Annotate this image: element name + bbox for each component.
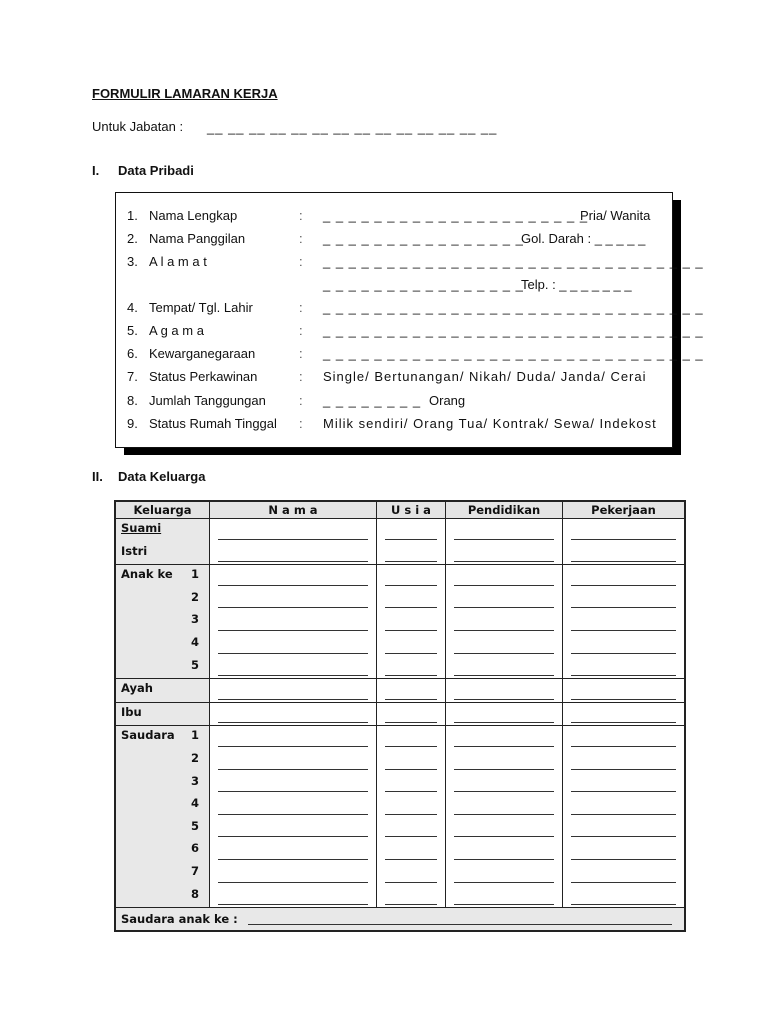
field-label: A g a m a	[149, 323, 204, 338]
field-options: Milik sendiri/ Orang Tua/ Kontrak/ Sewa/ Indekost	[323, 416, 657, 431]
colon: :	[299, 254, 303, 269]
blank-line-input[interactable]	[563, 588, 684, 611]
blank-line-input[interactable]	[377, 817, 445, 840]
blank-line-input[interactable]	[210, 703, 376, 726]
row-number: 9.	[127, 416, 138, 431]
field-input[interactable]: _ _ _ _ _ _ _ _ _ _ _ _ _ _ _ _	[323, 231, 524, 246]
blank-line-input[interactable]	[563, 749, 684, 772]
usia-cell	[377, 519, 446, 565]
keluarga-number: 5	[190, 657, 199, 672]
pendidikan-cell	[446, 726, 563, 908]
field-label: Status Perkawinan	[149, 369, 258, 384]
field-label: Nama Panggilan	[149, 231, 246, 246]
blank-line-input[interactable]	[377, 679, 445, 702]
blank-line-input[interactable]	[210, 519, 376, 542]
blank-line-input[interactable]	[377, 726, 445, 749]
blank-line-input[interactable]	[563, 817, 684, 840]
keluarga-number: 7	[190, 863, 199, 878]
jabatan-label: Untuk Jabatan :	[92, 119, 184, 134]
blank-line-input[interactable]	[446, 726, 562, 749]
keluarga-label: Ibu	[121, 704, 142, 719]
field-input[interactable]: _ _ _ _ _ _ _ _ _ _ _ _ _ _ _ _ _ _ _ _ _ .	[323, 208, 598, 223]
blank-line-input[interactable]	[446, 703, 562, 726]
usia-cell	[377, 726, 446, 908]
blank-line-input[interactable]	[210, 588, 376, 611]
blank-line-input[interactable]	[377, 565, 445, 588]
header-usia: U s i a	[377, 501, 446, 519]
data-pribadi-row	[127, 322, 704, 340]
colon: :	[299, 300, 303, 315]
blank-line-input[interactable]	[563, 542, 684, 565]
keluarga-number: 1	[190, 567, 199, 582]
data-pribadi-row	[127, 368, 647, 386]
keluarga-label: Ayah	[121, 681, 153, 696]
blank-line-input[interactable]	[377, 885, 445, 908]
blank-line-input[interactable]	[563, 633, 684, 656]
blank-line-input[interactable]	[377, 772, 445, 795]
row-number: 5.	[127, 323, 138, 338]
blank-line-input[interactable]	[563, 862, 684, 885]
colon: :	[299, 323, 303, 338]
row-number: 8.	[127, 393, 138, 408]
row-number: 1.	[127, 208, 138, 223]
table-row	[115, 726, 685, 908]
blank-line-input[interactable]	[210, 565, 376, 588]
blank-line-input[interactable]	[210, 679, 376, 702]
data-pribadi-row	[127, 207, 651, 225]
blank-line-input[interactable]	[210, 885, 376, 908]
blank-line-input[interactable]	[563, 565, 684, 588]
data-pribadi-row	[127, 299, 704, 317]
colon: :	[299, 393, 303, 408]
blank-line-input[interactable]	[210, 817, 376, 840]
blank-line-input[interactable]	[210, 726, 376, 749]
field-suffix: Orang	[429, 393, 466, 408]
colon: :	[299, 369, 303, 384]
usia-cell	[377, 702, 446, 726]
pekerjaan-cell	[563, 679, 686, 703]
blank-line-input[interactable]	[377, 839, 445, 862]
blank-line-input[interactable]	[446, 772, 562, 795]
blank-line-input[interactable]	[446, 817, 562, 840]
family-table	[114, 500, 686, 932]
keluarga-label: Anak ke	[121, 567, 173, 582]
blank-line-input[interactable]	[563, 703, 684, 726]
field-input[interactable]: _ _ _ _ _ _ _ _ _ _ _ _ _ _ _ _	[323, 277, 524, 292]
blank-line-input[interactable]	[377, 519, 445, 542]
field-label: Tempat/ Tgl. Lahir	[149, 300, 253, 315]
blank-line-input[interactable]	[377, 542, 445, 565]
blank-line-input[interactable]	[446, 794, 562, 817]
row-number: 7.	[127, 369, 138, 384]
blank-line-input[interactable]	[377, 656, 445, 679]
pendidikan-cell	[446, 679, 563, 703]
table-header-row	[115, 501, 685, 519]
blank-line-input[interactable]	[563, 656, 684, 679]
blank-line-input[interactable]	[446, 839, 562, 862]
section-number: I.	[92, 163, 100, 178]
form-title: FORMULIR LAMARAN KERJA	[92, 86, 278, 101]
saudara-anak-ke-label: Saudara anak ke :	[121, 912, 238, 927]
pekerjaan-cell	[563, 519, 686, 565]
data-pribadi-row	[127, 392, 466, 410]
section-title: Data Pribadi	[118, 163, 194, 178]
keluarga-number: 5	[190, 818, 199, 833]
blank-line-input[interactable]	[446, 565, 562, 588]
keluarga-label: Istri	[121, 543, 148, 558]
pendidikan-cell	[446, 565, 563, 679]
blank-line-input[interactable]	[446, 862, 562, 885]
colon: :	[299, 346, 303, 361]
section-title: Data Keluarga	[118, 469, 206, 484]
keluarga-cell	[115, 726, 210, 908]
blank-line-input[interactable]	[210, 749, 376, 772]
header-pekerjaan: Pekerjaan	[563, 501, 686, 519]
field-input[interactable]: _ _ _ _ _ _ _ _	[323, 393, 422, 408]
blank-line-input[interactable]	[563, 519, 684, 542]
field-input[interactable]: _ _ _ _ _ _ _ _ _ _ _ _ _ _ _ _ _ _ _ _ _ _ _ _ _ _ _ _ _ _	[323, 346, 704, 361]
data-pribadi-row	[127, 276, 632, 294]
blank-line-input[interactable]	[563, 839, 684, 862]
colon: :	[299, 231, 303, 246]
table-row	[115, 679, 685, 703]
section-data-keluarga-heading	[92, 469, 205, 484]
pendidikan-cell	[446, 702, 563, 726]
blank-line-input[interactable]	[446, 542, 562, 565]
row-number: 4.	[127, 300, 138, 315]
blank-line-input[interactable]	[446, 885, 562, 908]
row-number: 6.	[127, 346, 138, 361]
usia-cell	[377, 679, 446, 703]
field-label: Kewarganegaraan	[149, 346, 256, 361]
header-nama: N a m a	[210, 501, 377, 519]
blank-line-input[interactable]	[377, 703, 445, 726]
header-pendidikan: Pendidikan	[446, 501, 563, 519]
blank-line-input[interactable]	[210, 656, 376, 679]
field-label: A l a m a t	[149, 254, 207, 269]
row-number: 2.	[127, 231, 138, 246]
blank-line-input[interactable]	[446, 610, 562, 633]
saudara-anak-ke-cell	[115, 908, 685, 932]
blank-line-input[interactable]	[377, 749, 445, 772]
keluarga-cell	[115, 679, 210, 703]
field-suffix: Pria/ Wanita	[580, 208, 651, 223]
keluarga-number: 4	[190, 796, 199, 811]
saudara-anak-ke-input[interactable]	[248, 924, 672, 925]
section-data-pribadi-heading	[92, 163, 194, 178]
row-number: 3.	[127, 254, 138, 269]
keluarga-number: 3	[190, 612, 199, 627]
pekerjaan-cell	[563, 726, 686, 908]
keluarga-cell	[115, 565, 210, 679]
keluarga-label: Suami	[121, 521, 162, 535]
pendidikan-cell	[446, 519, 563, 565]
nama-cell	[210, 519, 377, 565]
blank-line-input[interactable]	[377, 610, 445, 633]
blank-line-input[interactable]	[446, 588, 562, 611]
field-input[interactable]: _ _ _ _ _ _ _ _ _ _ _ _ _ _ _ _ _ _ _ _ _ _ _ _ _ _ _ _ _ _	[323, 254, 704, 269]
keluarga-number: 8	[190, 886, 199, 901]
field-label: Status Rumah Tinggal	[149, 416, 277, 431]
pekerjaan-cell	[563, 702, 686, 726]
blank-line-input[interactable]	[446, 679, 562, 702]
nama-cell	[210, 702, 377, 726]
blank-line-input[interactable]	[377, 588, 445, 611]
colon: :	[299, 208, 303, 223]
blank-line-input[interactable]	[210, 610, 376, 633]
blank-line-input[interactable]	[563, 610, 684, 633]
keluarga-number: 2	[190, 750, 199, 765]
blank-line-input[interactable]	[563, 726, 684, 749]
field-label: Nama Lengkap	[149, 208, 238, 223]
field-input[interactable]: _ _ _ _ _ _ _ _ _ _ _ _ _ _ _ _ _ _ _ _ _ _ _ _ _ _ _ _ _ _	[323, 323, 704, 338]
field-options: Single/ Bertunangan/ Nikah/ Duda/ Janda/ Cerai	[323, 369, 647, 384]
blank-line-input[interactable]	[446, 633, 562, 656]
field-input[interactable]: _ _ _ _ _ _ _ _ _ _ _ _ _ _ _ _ _ _ _ _ _ _ _ _ _ _ _ _ _ _	[323, 300, 704, 315]
data-pribadi-row	[127, 415, 657, 433]
blank-line-input[interactable]	[446, 749, 562, 772]
table-row	[115, 565, 685, 679]
table-row	[115, 702, 685, 726]
blank-line-input[interactable]	[210, 862, 376, 885]
table-footer-row	[115, 908, 685, 932]
field-suffix[interactable]: Telp. : _ _ _ _ _ _ _	[521, 277, 632, 292]
field-label: Jumlah Tanggungan	[149, 393, 266, 408]
data-pribadi-row	[127, 345, 704, 363]
blank-line-input[interactable]	[446, 519, 562, 542]
keluarga-number: 6	[190, 841, 199, 856]
blank-line-input[interactable]	[446, 656, 562, 679]
keluarga-cell	[115, 519, 210, 565]
colon: :	[299, 416, 303, 431]
usia-cell	[377, 565, 446, 679]
blank-line-input[interactable]	[563, 885, 684, 908]
blank-line-input[interactable]	[377, 633, 445, 656]
nama-cell	[210, 565, 377, 679]
table-row	[115, 519, 685, 565]
keluarga-number: 4	[190, 634, 199, 649]
section-number: II.	[92, 469, 103, 484]
blank-line-input[interactable]	[210, 772, 376, 795]
blank-line-input[interactable]	[210, 839, 376, 862]
nama-cell	[210, 679, 377, 703]
keluarga-number: 1	[190, 728, 199, 743]
blank-line-input[interactable]	[210, 542, 376, 565]
blank-line-input[interactable]	[377, 862, 445, 885]
data-pribadi-row	[127, 230, 646, 248]
nama-cell	[210, 726, 377, 908]
header-keluarga: Keluarga	[115, 501, 210, 519]
keluarga-cell	[115, 702, 210, 726]
blank-line-input[interactable]	[563, 772, 684, 795]
blank-line-input[interactable]	[563, 794, 684, 817]
blank-line-input[interactable]	[210, 794, 376, 817]
field-suffix[interactable]: Gol. Darah : _ _ _ _ _	[521, 231, 646, 246]
blank-line-input[interactable]	[563, 679, 684, 702]
data-pribadi-row	[127, 253, 704, 271]
blank-line-input[interactable]	[210, 633, 376, 656]
keluarga-number: 3	[190, 773, 199, 788]
keluarga-number: 2	[190, 589, 199, 604]
jabatan-field[interactable]: __ __ __ __ __ __ __ __ __ __ __ __ __ __	[207, 120, 498, 135]
blank-line-input[interactable]	[377, 794, 445, 817]
pekerjaan-cell	[563, 565, 686, 679]
keluarga-label: Saudara	[121, 728, 175, 743]
